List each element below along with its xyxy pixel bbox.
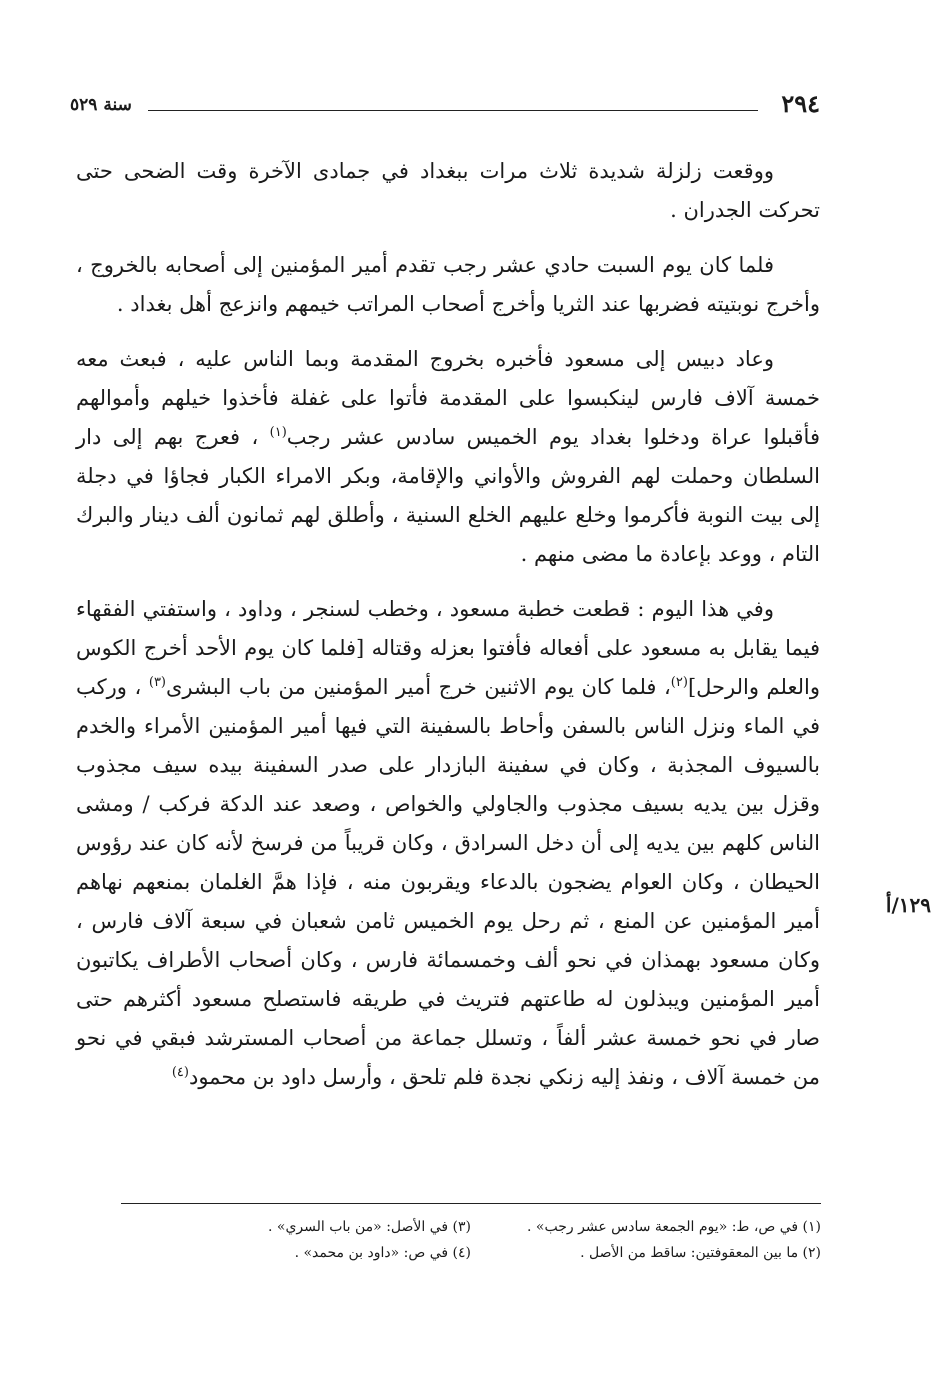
paragraph-text: فلما كان يوم السبت حادي عشر رجب تقدم أمير المؤمنين إلى أصحابه بالخروج ، وأخرج نوبتيته فضربها عند الثريا وأخرج أصحاب المراتب خيمهم وانزعج أهل بغداد .: [76, 253, 820, 316]
paragraph-text: ، فلما كان يوم الاثنين خرج أمير المؤمنين من باب البشرى: [166, 675, 671, 699]
folio-margin-note: ١٢٩/أ: [885, 893, 931, 917]
main-text: [76, 152, 820, 1113]
paragraph-text: ، وركب في الماء ونزل الناس بالسفن وأحاط بالسفينة التي فيها أمير المؤمنين الأمراء والخدم بالسيوف المجذبة ، وكان في سفينة البازدار على صدر السفينة بيده سيف مجذوب وقزل بين يديه بسيف مجذوب والجاولي والخواص ، وصعد عند الدكة فركب / ومشى الناس كلهم بين يديه إلى أن دخل السرادق ، وكان قريباً من فرسخ لأنه كان عند رؤوس الحيطان ، وكان العوام يضجون بالدعاء ويقربون منه ، فإذا همَّ الغلمان بمنعهم نهاهم أمير المؤمنين عن المنع ، ثم رحل يوم الخميس ثامن شعبان في سبعة آلاف فارس ، وكان مسعود بهمذان في نحو ألف وخمسمائة فارس ، وكان أصحاب الأطراف يكاتبون أمير المؤمنين ويبذلون له طاعتهم فتريث في طريقه فاستصلح مسعود أكثرهم حتى صار في نحو خمسة عشر ألفاً ، وتسلل جماعة من أصحاب المسترشد فبقي في نحو من خمسة آلاف ، ونفذ إليه زنكي نجدة فلم تلحق ، وأرسل داود بن محمود: [76, 675, 820, 1089]
footnote-ref[interactable]: (٣): [148, 675, 166, 690]
page-number: ٢٩٤: [781, 89, 820, 118]
paragraph-earthquake: [76, 152, 820, 230]
footnote-3: (٣) في الأصل: «من باب السري» .: [267, 1219, 471, 1235]
footnote-ref[interactable]: (١): [269, 425, 287, 440]
header-rule: [148, 110, 758, 111]
footnote-row: [121, 1214, 821, 1240]
footnote-rule: [121, 1203, 821, 1204]
paragraph-text: وفي هذا اليوم : قطعت خطبة مسعود ، وخطب لسنجر ، وداود ، واستفتي الفقهاء فيما يقابل به مسعود على أفعاله فأفتوا بعزله وقتاله [فلما كان يوم الأحد أخرج الكوس والعلم والرحل]: [76, 597, 820, 699]
paragraph-text: وعاد دبيس إلى مسعود فأخبره بخروج المقدمة وبما الناس عليه ، فبعث معه خمسة آلاف فارس لينكبسوا على المقدمة فأتوا على غفلة فأخذوا خيلهم وأموالهم فأقبلوا عراة ودخلوا بغداد يوم الخميس سادس عشر رجب: [76, 347, 820, 449]
paragraph-departure: [76, 246, 820, 324]
footnote-ref[interactable]: (٢): [670, 675, 688, 690]
paragraph-khutba: [76, 590, 820, 1097]
paragraph-dubays: [76, 340, 820, 574]
footnote-4: (٤) في ص: «داود بن محمد» .: [294, 1245, 471, 1261]
running-header: [70, 90, 820, 122]
running-title-year: سنة ٥٢٩: [70, 95, 132, 115]
footnote-2: (٢) ما بين المعقوفتين: ساقط من الأصل .: [580, 1245, 821, 1261]
paragraph-text: ووقعت زلزلة شديدة ثلاث مرات ببغداد في جمادى الآخرة وقت الضحى حتى تحركت الجدران .: [76, 159, 820, 222]
footnote-1: (١) في ص، ط: «يوم الجمعة سادس عشر رجب» .: [527, 1219, 821, 1235]
footnote-row: [121, 1240, 821, 1266]
paragraph-text: ، فعرج بهم إلى دار السلطان وحملت لهم الفروش والأواني والإقامة، وبكر الامراء الكبار فجاؤا في دجلة إلى بيت النوبة فأكرموا وخلع عليهم الخلع السنية ، وأطلق لهم ثمانون ألف دينار والبرك التام ، ووعد بإعادة ما مضى منهم .: [76, 425, 820, 566]
footnote-ref[interactable]: (٤): [171, 1065, 189, 1080]
footnotes: [121, 1214, 821, 1266]
